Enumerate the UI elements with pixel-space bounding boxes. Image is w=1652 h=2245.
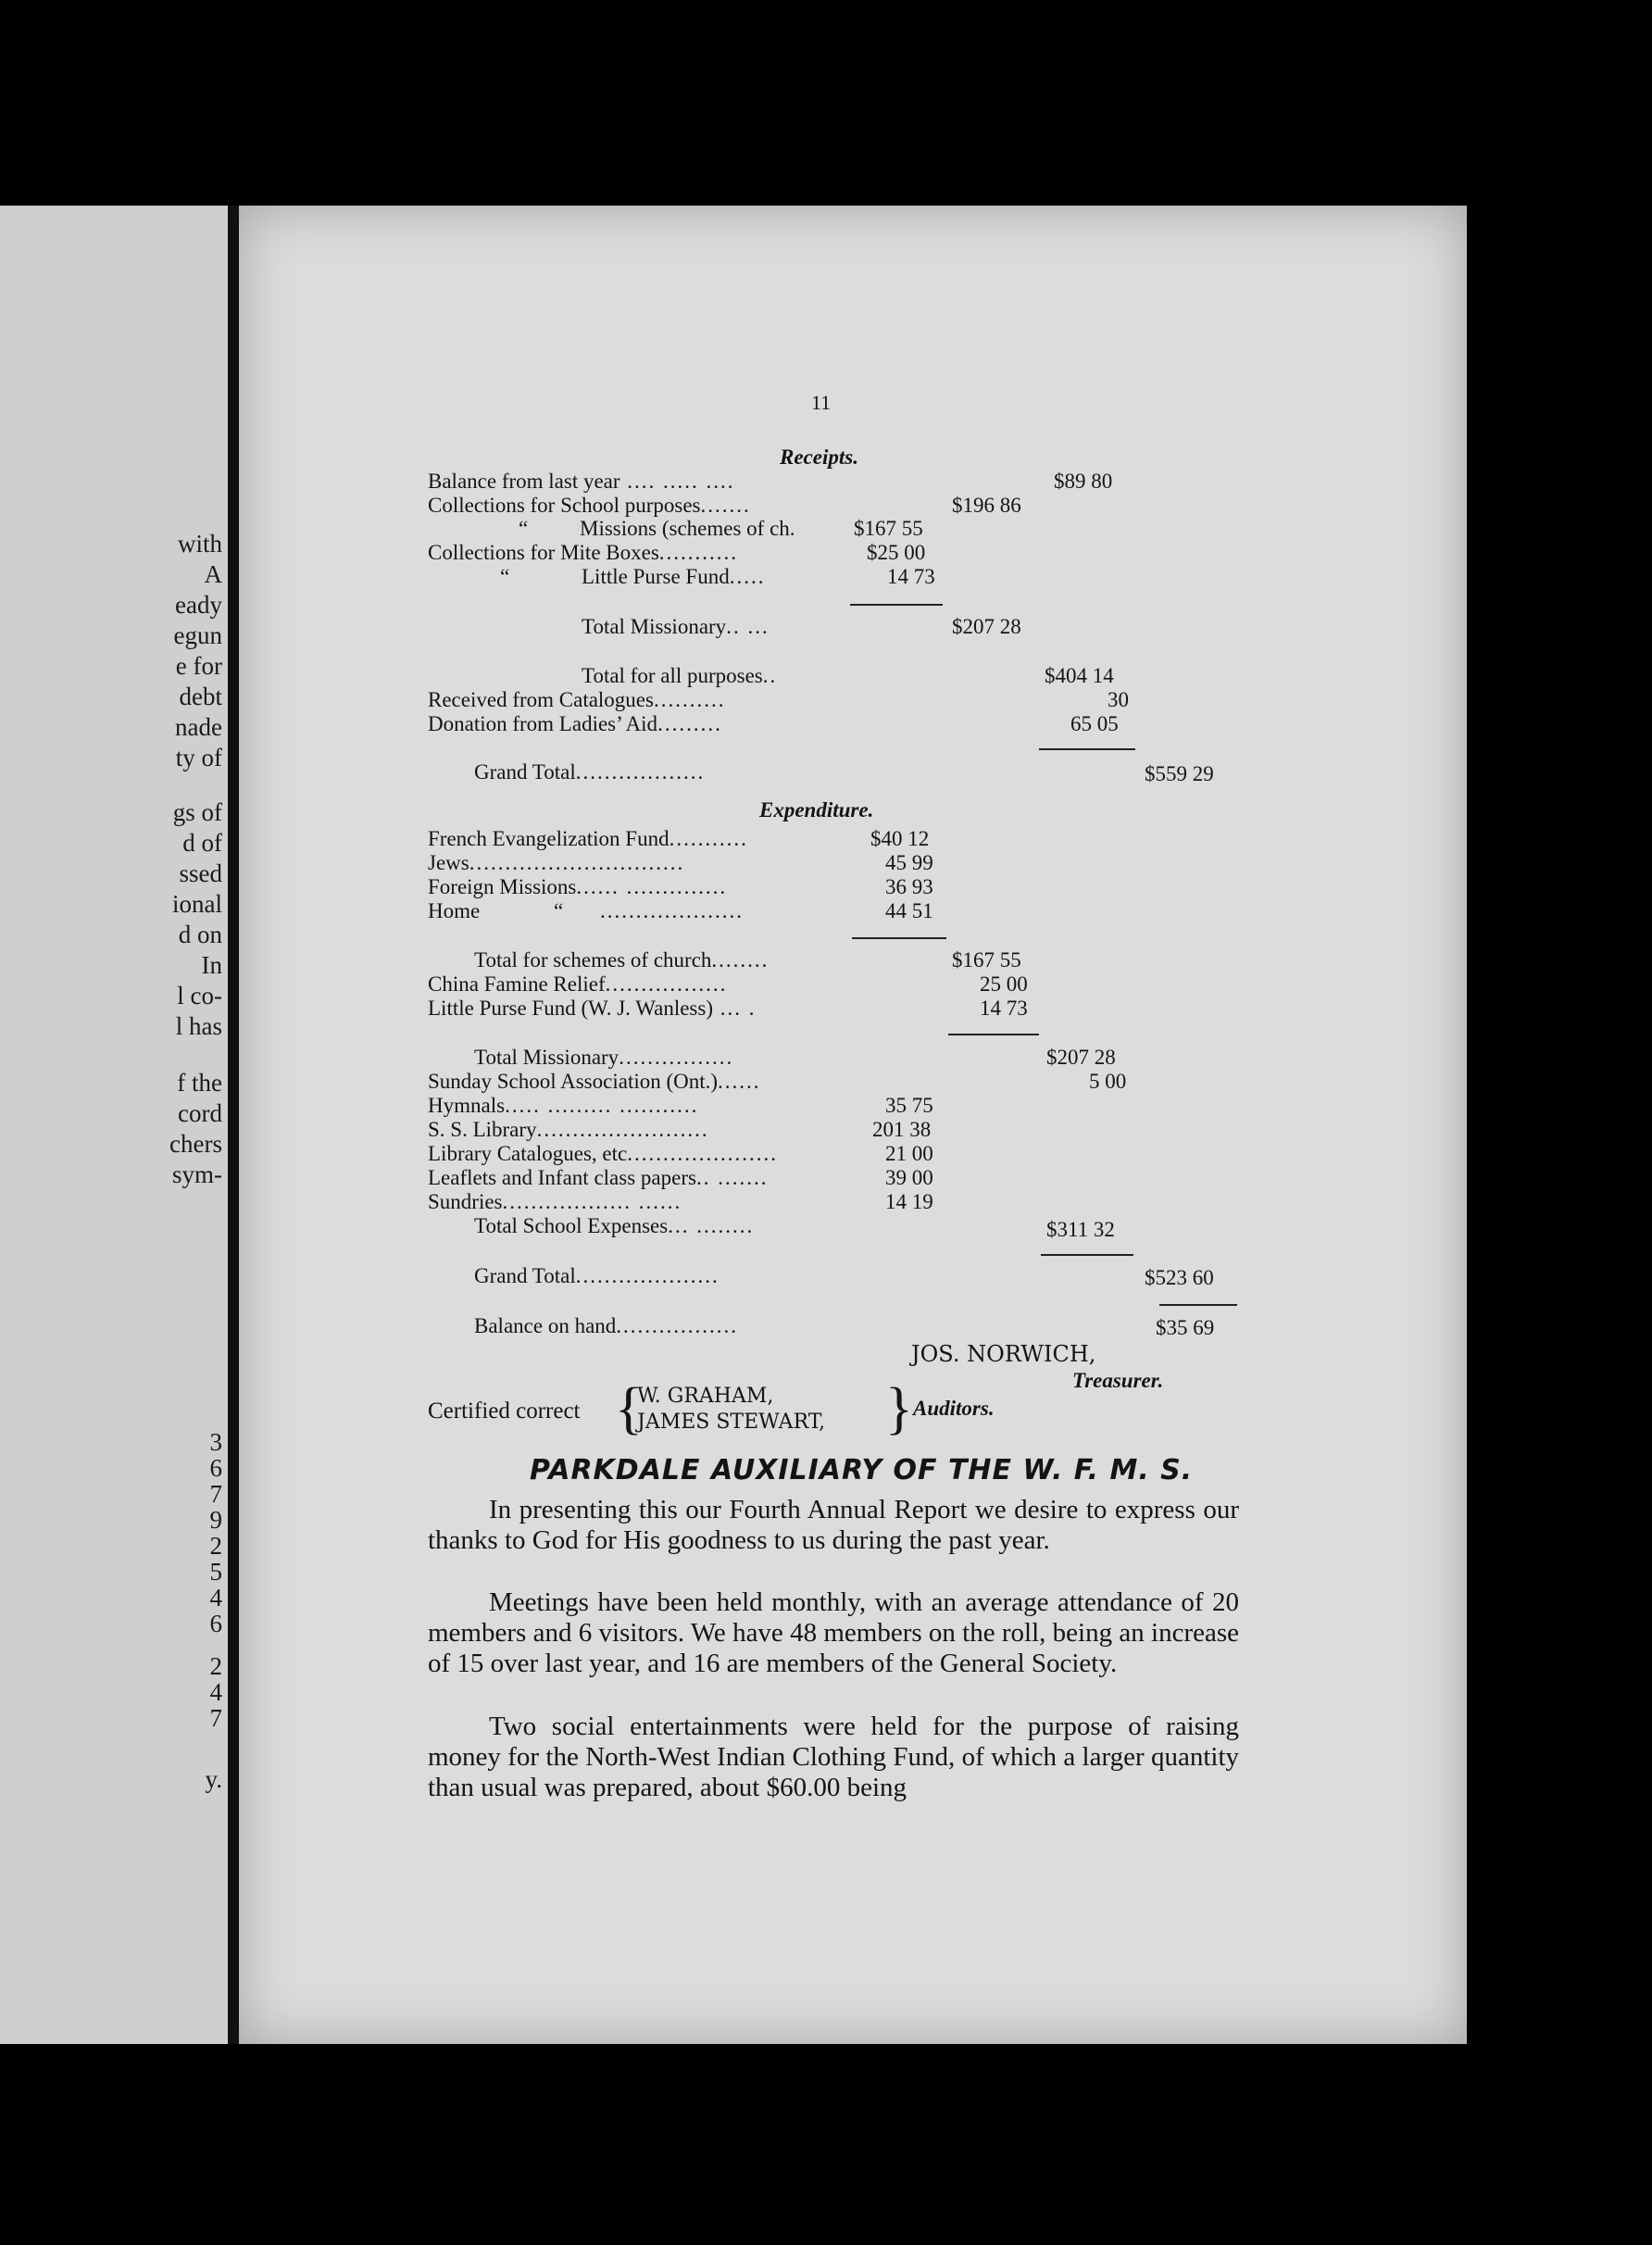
exp-total-missionary-amount: $207 28 [1046,1046,1116,1069]
left-fragment: 7 [209,1704,222,1732]
left-fragment: sym- [172,1160,222,1188]
right-brace: } [885,1377,913,1440]
exp-schemes-amount: $167 55 [952,948,1021,972]
receipt-total-all-label: Total for all purposes.. [582,664,778,687]
auditor-name: JAMES STEWART, [637,1411,826,1434]
left-fragment: 4 [209,1584,222,1612]
exp-hymnals-label: Hymnals..... ......... ........... [428,1094,699,1117]
exp-wanless-label: Little Purse Fund (W. J. Wanless) ... . [428,997,757,1020]
rule [948,1034,1039,1035]
exp-balance-label: Balance on hand................. [474,1314,739,1337]
left-fragment: e for [175,652,222,680]
receipt-mite-label: Collections for Mite Boxes........... [428,541,739,564]
left-fragment: 6 [209,1454,222,1482]
receipt-donation-label: Donation from Ladies’ Aid......... [428,712,722,735]
exp-library-label: S. S. Library........................ [428,1118,709,1141]
exp-french-label: French Evangelization Fund........... [428,827,748,850]
left-fragment: 7 [209,1480,222,1508]
left-fragment: ty of [175,744,222,771]
left-fragment: d of [182,829,222,857]
receipt-school-label: Collections for School purposes....... [428,494,751,517]
exp-jews-label: Jews.............................. [428,851,685,874]
receipt-balance-label: Balance from last year .... ..... .... [428,470,735,493]
exp-school-exp-amount: $311 32 [1046,1218,1115,1241]
exp-jews-amount: 45 99 [885,851,933,874]
paragraph-text: Two social entertainments were held for the purpose of raising money for the North-West Indian Clothing Fund, of which a larger quantity than usual was prepared, about $60.00 being [428,1712,1239,1802]
exp-ssa-label: Sunday School Association (Ont.)...... [428,1070,761,1093]
left-fragment: nade [175,713,222,741]
paragraph-text: Meetings have been held monthly, with an average attendance of 20 members and 6 visitors. We have 48 members on the roll, being an increase of 15 over last year, and 16 are members of the General Society. [428,1587,1239,1678]
rule [852,937,946,939]
ditto-mark: “ [519,517,529,540]
receipt-purse-amount: 14 73 [887,565,935,588]
left-fragment: l co- [177,982,222,1010]
left-fragment: debt [179,683,222,710]
auditor-name: W. GRAHAM, [637,1385,774,1408]
receipt-catalogues-amount: 30 [1108,688,1129,711]
rule [850,604,943,606]
exp-leaflets-amount: 39 00 [885,1166,933,1189]
treasurer-name: JOS. NORWICH, [911,1341,1096,1367]
exp-china-amount: 25 00 [980,972,1028,996]
exp-sundries-label: Sundries.................. ...... [428,1190,682,1213]
auditor-names [637,1384,825,1436]
left-fragment: cord [178,1099,222,1127]
auditors-label: Auditors. [913,1397,995,1420]
receipt-balance-amount: $89 80 [1054,470,1113,493]
report-paragraph [428,1712,1239,1803]
exp-china-label: China Famine Relief................. [428,972,728,996]
exp-foreign-amount: 36 93 [885,875,933,898]
exp-school-exp-label: Total School Expenses... ........ [474,1214,755,1237]
page-number: 11 [811,391,832,414]
exp-home-amount: 44 51 [885,899,933,922]
report-paragraph [428,1587,1239,1679]
receipt-grand-total-label: Grand Total.................. [474,760,706,784]
receipt-total-missionary-amount: $207 28 [952,615,1021,638]
exp-libcat-amount: 21 00 [885,1142,933,1165]
left-fragment: A [204,560,222,588]
left-fragment: In [201,951,222,979]
report-paragraph [428,1495,1239,1556]
paragraph-text: In presenting this our Fourth Annual Report we desire to express our thanks to God for His goodness to us during the past year. [428,1495,1239,1555]
receipt-purse-label: Little Purse Fund..... [582,565,766,588]
receipts-heading: Receipts. [780,445,858,469]
exp-wanless-amount: 14 73 [980,997,1028,1020]
left-fragment: ssed [179,859,222,887]
certified-label: Certified correct [428,1398,581,1424]
exp-french-amount: $40 12 [870,827,930,850]
left-fragment: 5 [209,1558,222,1586]
left-brace: { [615,1377,643,1440]
left-fragment: d on [178,921,222,948]
receipt-total-missionary-label: Total Missionary.. ... [582,615,770,638]
left-fragment: 9 [209,1506,222,1534]
left-fragment: with [177,530,222,558]
left-fragment: eady [175,591,222,619]
exp-home-label: Home [428,899,481,922]
exp-ssa-amount: 5 00 [1089,1070,1127,1093]
exp-foreign-label: Foreign Missions...... .............. [428,875,728,898]
receipt-mite-amount: $25 00 [867,541,926,564]
exp-total-missionary-label: Total Missionary................ [474,1046,734,1069]
treasurer-title: Treasurer. [1072,1369,1164,1392]
rule [1041,1254,1133,1256]
exp-hymnals-amount: 35 75 [885,1094,933,1117]
left-fragment: 2 [209,1652,222,1680]
left-fragment: l has [175,1012,222,1040]
left-fragment: y. [205,1765,222,1793]
exp-schemes-label: Total for schemes of church........ [474,948,770,972]
ditto-mark: “ [500,565,510,588]
rule [1039,748,1135,750]
section-title: PARKDALE AUXILIARY OF THE W. F. M. S. [530,1454,1194,1486]
left-fragment: 4 [209,1678,222,1706]
exp-grand-total-amount: $523 60 [1145,1266,1214,1289]
left-fragment: egun [173,621,222,649]
exp-grand-total-label: Grand Total.................... [474,1264,720,1287]
exp-libcat-label: Library Catalogues, etc..................... [428,1142,778,1165]
exp-sundries-amount: 14 19 [885,1190,933,1213]
exp-library-amount: 201 38 [872,1118,932,1141]
left-fragment: f the [177,1069,222,1097]
left-fragment: 2 [209,1532,222,1560]
left-fragment: chers [169,1130,222,1158]
receipt-donation-amount: 65 05 [1070,712,1119,735]
receipt-catalogues-label: Received from Catalogues.......... [428,688,726,711]
dot-leader: .................... [600,899,744,922]
receipt-school-amount: $196 86 [952,494,1021,517]
rule [1159,1304,1237,1306]
left-fragment: gs of [172,798,222,826]
left-fragment: 6 [209,1610,222,1637]
ditto-mark: “ [554,899,564,922]
book-gutter [228,206,239,2044]
receipt-grand-total-amount: $559 29 [1145,762,1214,785]
receipt-missions-label: Missions (schemes of ch. [580,517,795,540]
left-fragment: 3 [209,1428,222,1456]
expenditure-heading: Expenditure. [759,798,874,821]
exp-balance-amount: $35 69 [1156,1316,1215,1339]
left-fragment: ional [172,890,222,918]
left-page-fragment [0,206,228,2044]
exp-leaflets-label: Leaflets and Infant class papers.. ....... [428,1166,769,1189]
receipt-total-all-amount: $404 14 [1045,664,1114,687]
receipt-missions-amount: $167 55 [854,517,923,540]
